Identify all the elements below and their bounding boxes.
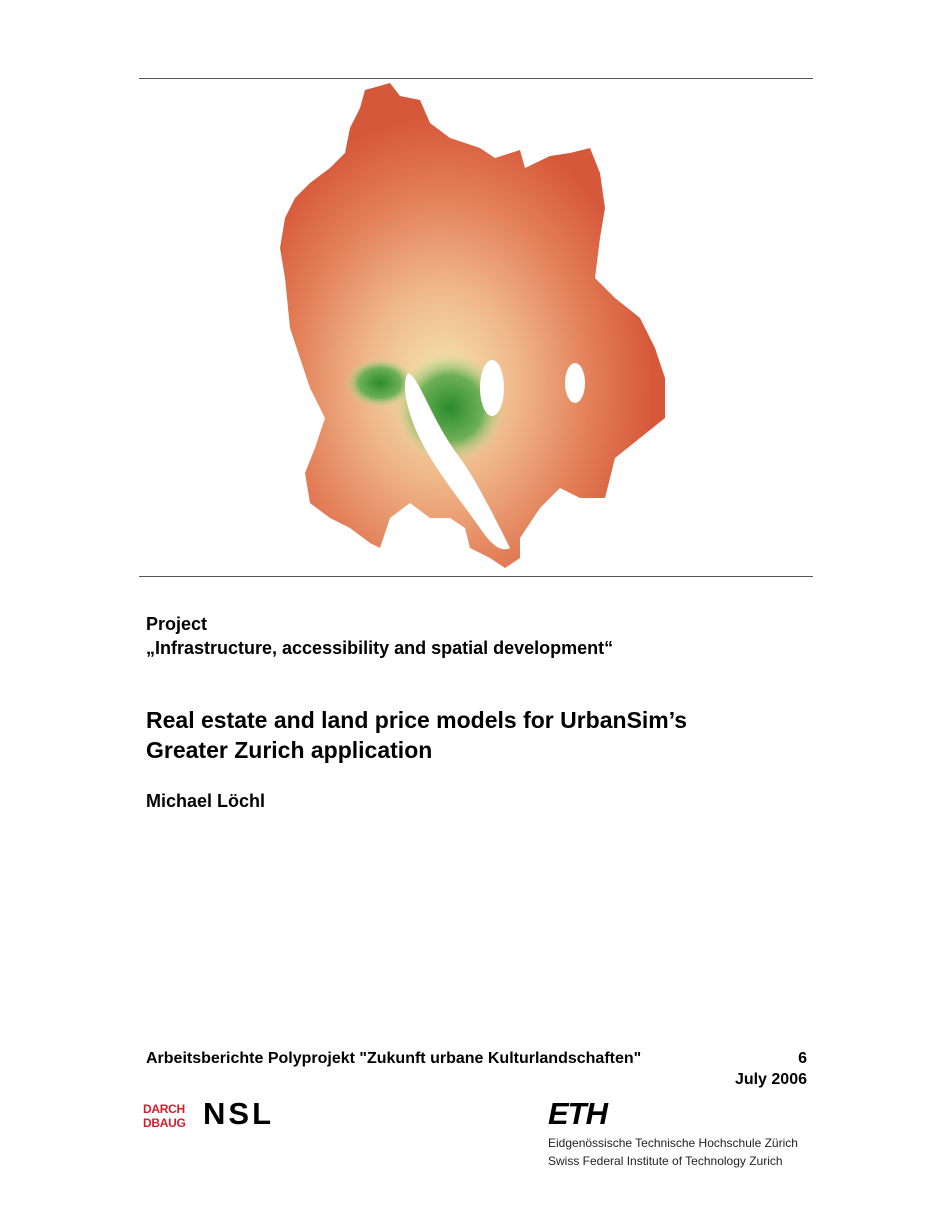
series-number: 6	[798, 1050, 807, 1067]
project-block	[146, 612, 613, 660]
dbaug-logo-text: DBAUG	[143, 1116, 186, 1130]
lake-pfaeffikersee	[565, 363, 585, 403]
eth-logo: ETH	[548, 1096, 607, 1131]
lake-greifensee	[480, 360, 504, 416]
title-line-2: Greater Zurich application	[146, 737, 433, 763]
darch-logo-text: DARCH	[143, 1102, 185, 1116]
project-label: Project	[146, 614, 208, 634]
bottom-rule	[139, 576, 813, 577]
series-name: Arbeitsberichte Polyprojekt "Zukunft urbane Kulturlandschaften"	[146, 1050, 642, 1067]
eth-name-german: Eidgenössische Technische Hochschule Zürich	[548, 1136, 798, 1150]
project-name: „Infrastructure, accessibility and spatial development“	[146, 638, 614, 658]
region-map-image	[270, 78, 680, 578]
author-name: Michael Löchl	[146, 791, 266, 811]
nsl-logo: NSL	[203, 1096, 274, 1131]
title-line-1: Real estate and land price models for UrbanSim’s	[146, 707, 688, 733]
report-title	[146, 705, 687, 765]
publication-date: July 2006	[734, 1071, 807, 1088]
eth-name-english: Swiss Federal Institute of Technology Zurich	[548, 1154, 783, 1168]
darch-dbaug-logo	[143, 1102, 186, 1130]
map-green-zone	[345, 358, 415, 408]
